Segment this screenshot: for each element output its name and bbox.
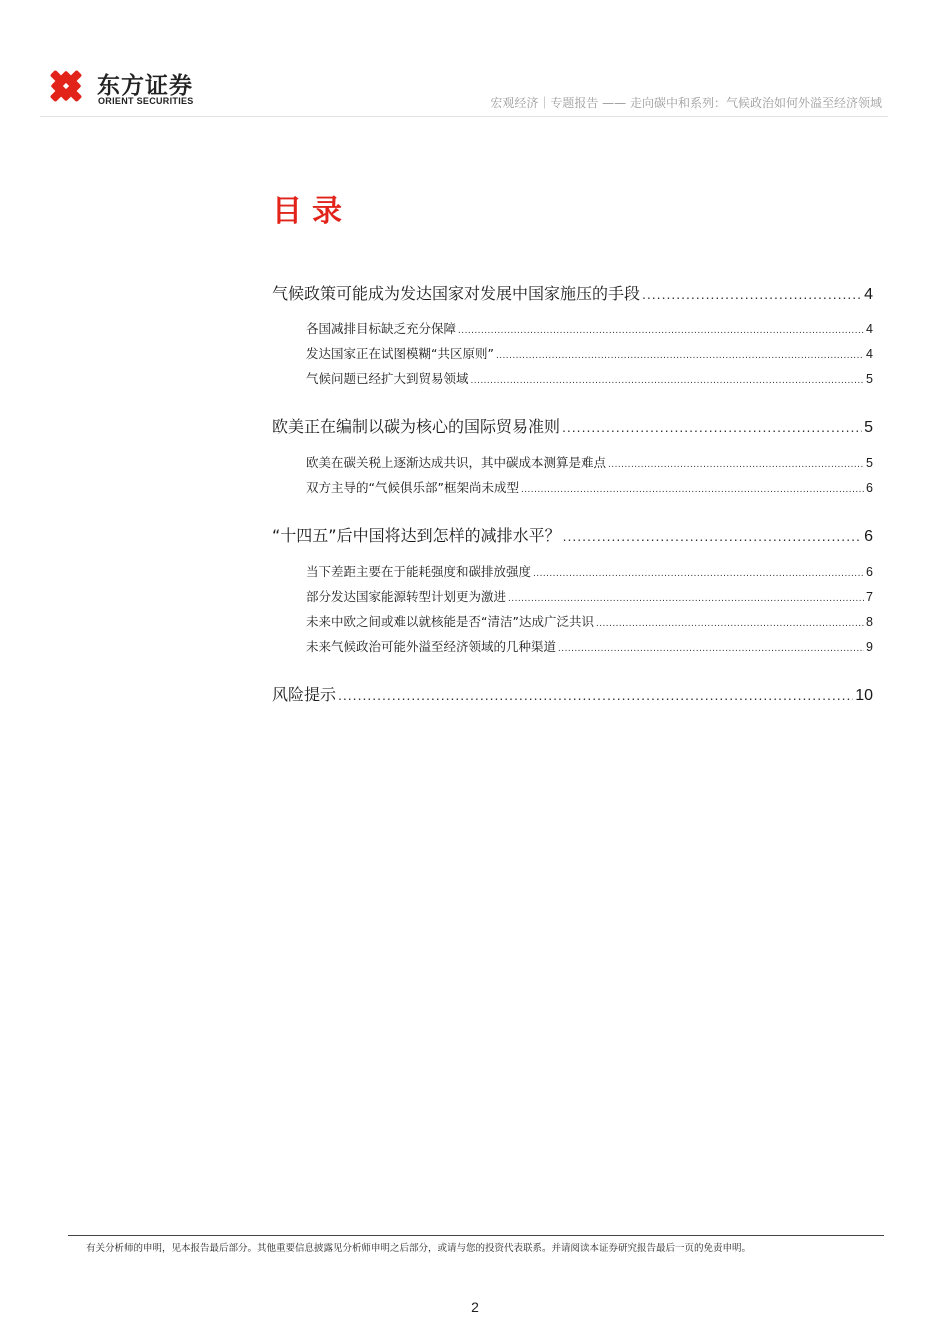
toc-entry-label: “十四五”后中国将达到怎样的减排水平？: [272, 526, 561, 545]
toc-entry-1-2[interactable]: [306, 344, 873, 362]
toc-leader-dots: [642, 286, 862, 302]
toc-leader-dots: [496, 350, 864, 361]
toc-leader-dots: [338, 687, 853, 703]
toc-entry-3-3[interactable]: [306, 612, 873, 630]
toc-entry-label: 气候问题已经扩大到贸易领域: [306, 371, 469, 386]
toc-entry-page: 5: [866, 456, 873, 470]
toc-entry-page: 4: [864, 286, 873, 303]
toc-entry-2[interactable]: [272, 414, 873, 437]
toc-entry-1-1[interactable]: [306, 319, 873, 337]
toc-entry-label: 未来气候政治可能外溢至经济领域的几种渠道: [306, 639, 557, 654]
toc-title: 目录: [272, 194, 352, 229]
brand-name-en: ORIENT SECURITIES: [98, 96, 194, 106]
toc-leader-dots: [562, 419, 862, 435]
toc-leader-dots: [508, 593, 864, 604]
toc-entry-2-2[interactable]: [306, 478, 873, 496]
toc-entry-4[interactable]: [272, 682, 873, 705]
toc-entry-label: 欧美在碳关税上逐渐达成共识，其中碳成本测算是难点: [306, 455, 607, 470]
toc-entry-label: 气候政策可能成为发达国家对发展中国家施压的手段: [272, 284, 641, 303]
toc-entry-3-1[interactable]: [306, 562, 873, 580]
toc-entry-page: 9: [866, 640, 873, 654]
toc-entry-page: 4: [866, 347, 873, 361]
toc-entry-3-4[interactable]: [306, 637, 873, 655]
toc-entry-page: 6: [866, 481, 873, 495]
page-header: [0, 0, 950, 118]
toc-entry-page: 8: [866, 615, 873, 629]
toc-leader-dots: [471, 375, 865, 386]
toc-entry-page: 5: [866, 372, 873, 386]
report-category: 宏观经济｜专题报告 —— 走向碳中和系列：气候政治如何外溢至经济领域: [490, 96, 882, 110]
toc-entry-3[interactable]: [272, 523, 873, 546]
toc-entry-1-3[interactable]: [306, 369, 873, 387]
toc-entry-page: 5: [864, 419, 873, 436]
toc-entry-page: 6: [866, 565, 873, 579]
toc-entry-label: 部分发达国家能源转型计划更为激进: [306, 589, 507, 604]
toc-entry-page: 7: [866, 590, 873, 604]
toc-entry-label: 未来中欧之间或难以就核能是否“清洁”达成广泛共识: [306, 614, 594, 629]
toc-entry-page: 6: [864, 528, 873, 545]
toc-entry-label: 风险提示: [272, 685, 337, 704]
toc-leader-dots: [563, 528, 863, 544]
toc-entry-label: 双方主导的“气候俱乐部”框架尚未成型: [306, 480, 519, 495]
toc-leader-dots: [521, 484, 864, 495]
toc-entry-1[interactable]: [272, 281, 873, 304]
footer-divider: [68, 1235, 884, 1236]
toc-entry-page: 10: [855, 687, 873, 704]
toc-leader-dots: [458, 325, 864, 336]
toc-entry-page: 4: [866, 322, 873, 336]
brand-name-cn: 东方证券: [97, 73, 193, 99]
toc-entry-2-1[interactable]: [306, 453, 873, 471]
toc-leader-dots: [608, 459, 864, 470]
toc-leader-dots: [558, 643, 864, 654]
toc-leader-dots: [596, 618, 864, 629]
toc-entry-label: 各国减排目标缺乏充分保障: [306, 321, 457, 336]
header-divider: [40, 116, 888, 117]
toc-entry-label: 欧美正在编制以碳为核心的国际贸易准则: [272, 417, 561, 436]
toc-leader-dots: [533, 568, 864, 579]
toc-entry-label: 当下差距主要在于能耗强度和碳排放强度: [306, 564, 532, 579]
toc-entry-3-2[interactable]: [306, 587, 873, 605]
toc-entry-label: 发达国家正在试图模糊“共区原则”: [306, 346, 494, 361]
page-number: 2: [471, 1299, 479, 1315]
orient-securities-logo-icon: [44, 64, 88, 108]
disclaimer-note: 有关分析师的申明，见本报告最后部分。其他重要信息披露见分析师申明之后部分，或请与您的投资代表联系。并请阅读本证券研究报告最后一页的免责申明。: [86, 1243, 752, 1254]
